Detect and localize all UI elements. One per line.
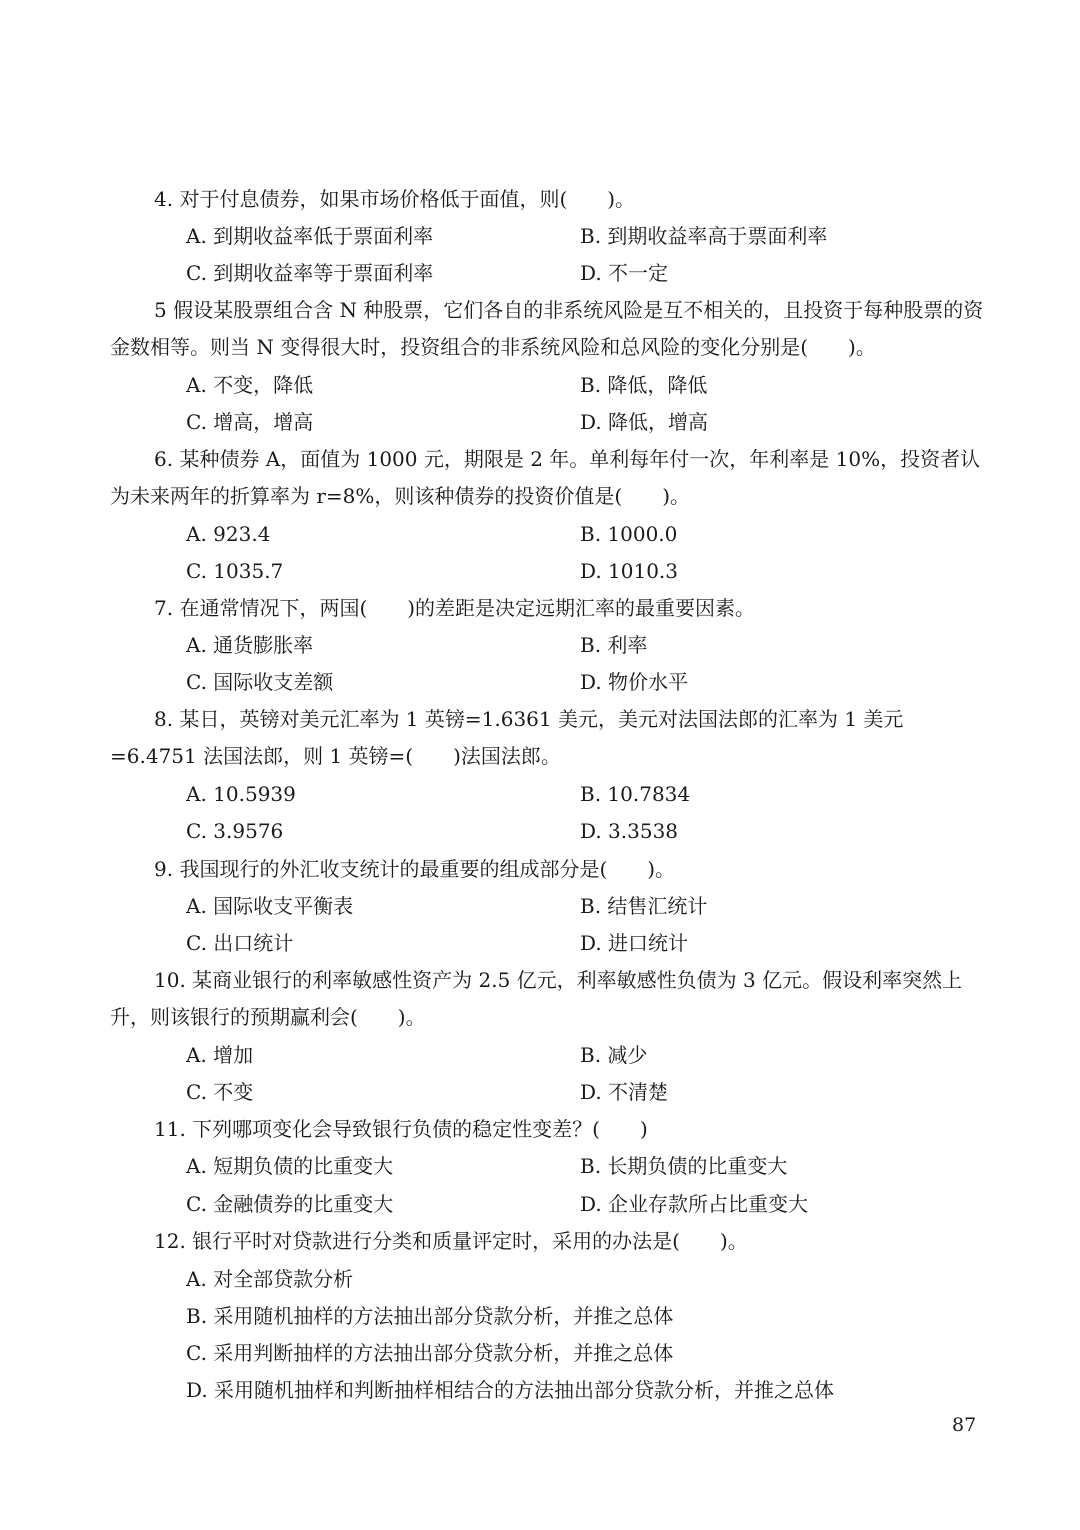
- question-9-option-c: C. 出口统计: [186, 931, 294, 955]
- question-10-stem: 10. 某商业银行的利率敏感性资产为 2.5 亿元，利率敏感性负债为 3 亿元。假设利率突然上升，则该银行的预期赢利会( )。: [110, 968, 963, 1029]
- question-7-option-c: C. 国际收支差额: [186, 670, 334, 694]
- question-10-option-d: D. 不清楚: [580, 1080, 669, 1104]
- question-5-option-b: B. 降低，降低: [580, 373, 708, 397]
- question-8-option-a: A. 10.5939: [186, 782, 296, 806]
- question-7-option-d: D. 物价水平: [580, 670, 689, 694]
- question-8-option-d: D. 3.3538: [580, 819, 679, 843]
- question-4-option-d: D. 不一定: [580, 261, 669, 285]
- question-4-stem: 4. 对于付息债券，如果市场价格低于面值，则( )。: [154, 187, 636, 211]
- question-12-option-a: A. 对全部贷款分析: [186, 1267, 354, 1291]
- question-5-option-d: D. 降低，增高: [580, 410, 709, 434]
- question-11-option-a: A. 短期负债的比重变大: [186, 1154, 394, 1178]
- question-12-option-d: D. 采用随机抽样和判断抽样相结合的方法抽出部分贷款分析，并推之总体: [186, 1378, 835, 1402]
- question-9-option-d: D. 进口统计: [580, 931, 689, 955]
- question-4-option-c: C. 到期收益率等于票面利率: [186, 261, 434, 285]
- question-6-stem: 6. 某种债券 A，面值为 1000 元，期限是 2 年。单利每年付一次，年利率是 10%，投资者认为未来两年的折算率为 r=8%，则该种债券的投资价值是( )。: [110, 447, 981, 508]
- question-5-stem: 5 假设某股票组合含 N 种股票，它们各自的非系统风险是互不相关的，且投资于每种股票的资金数相等。则当 N 变得很大时，投资组合的非系统风险和总风险的变化分别是( )。: [110, 298, 984, 359]
- question-12-option-c: C. 采用判断抽样的方法抽出部分贷款分析，并推之总体: [186, 1341, 674, 1365]
- question-6-option-c: C. 1035.7: [186, 559, 284, 583]
- question-8-option-b: B. 10.7834: [580, 782, 691, 806]
- question-5-option-a: A. 不变，降低: [186, 373, 314, 397]
- question-12-option-b: B. 采用随机抽样的方法抽出部分贷款分析，并推之总体: [186, 1304, 674, 1328]
- question-6-option-d: D. 1010.3: [580, 559, 679, 583]
- question-11-option-b: B. 长期负债的比重变大: [580, 1154, 788, 1178]
- question-11-stem: 11. 下列哪项变化会导致银行负债的稳定性变差？( ): [154, 1117, 648, 1141]
- question-8-option-c: C. 3.9576: [186, 819, 284, 843]
- question-10-option-b: B. 减少: [580, 1043, 648, 1067]
- page-number: 87: [952, 1414, 977, 1436]
- question-11-option-c: C. 金融债券的比重变大: [186, 1192, 394, 1216]
- question-9-stem: 9. 我国现行的外汇收支统计的最重要的组成部分是( )。: [154, 857, 676, 881]
- question-4-option-a: A. 到期收益率低于票面利率: [186, 224, 434, 248]
- question-8-stem: 8. 某日，英镑对美元汇率为 1 英镑=1.6361 美元，美元对法国法郎的汇率为 1 美元=6.4751 法国法郎，则 1 英镑=( )法国法郎。: [110, 707, 904, 768]
- question-4-option-b: B. 到期收益率高于票面利率: [580, 224, 828, 248]
- question-7-stem: 7. 在通常情况下，两国( )的差距是决定远期汇率的最重要因素。: [154, 596, 756, 620]
- question-9-option-b: B. 结售汇统计: [580, 894, 708, 918]
- question-6-option-a: A. 923.4: [186, 522, 271, 546]
- question-6-option-b: B. 1000.0: [580, 522, 678, 546]
- question-10-option-a: A. 增加: [186, 1043, 254, 1067]
- question-7-option-a: A. 通货膨胀率: [186, 633, 314, 657]
- question-11-option-d: D. 企业存款所占比重变大: [580, 1192, 809, 1216]
- question-12-stem: 12. 银行平时对贷款进行分类和质量评定时，采用的办法是( )。: [154, 1229, 748, 1253]
- question-9-option-a: A. 国际收支平衡表: [186, 894, 354, 918]
- question-7-option-b: B. 利率: [580, 633, 648, 657]
- question-10-option-c: C. 不变: [186, 1080, 254, 1104]
- question-5-option-c: C. 增高，增高: [186, 410, 314, 434]
